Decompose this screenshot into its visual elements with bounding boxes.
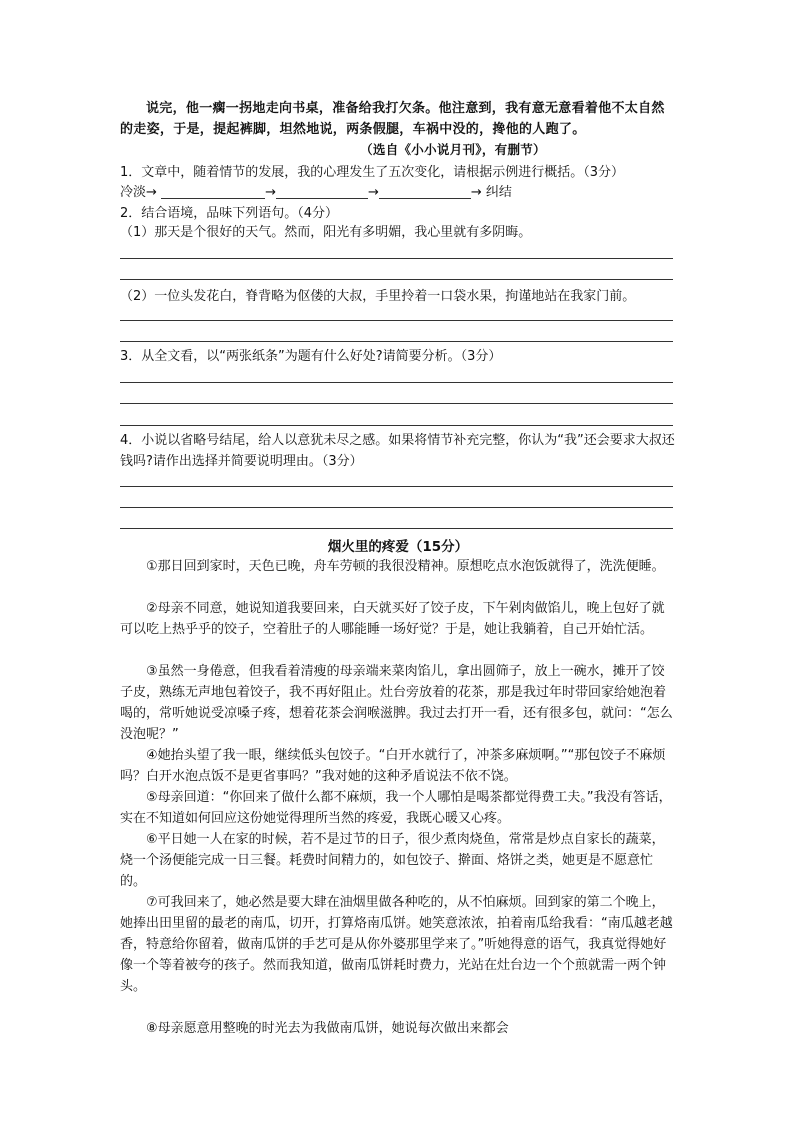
question-1: 1．文章中，随着情节的发展，我的心理发生了五次变化，请根据示例进行概括。（3分） xyxy=(120,165,625,180)
passage-title: 烟火里的疼爱（15分） xyxy=(327,539,469,555)
arrow-icon: → xyxy=(367,185,379,200)
answer-line[interactable] xyxy=(120,486,673,487)
answer-line[interactable] xyxy=(120,403,673,404)
question-2-sentence-1: （1）那天是个很好的天气。然而，阳光有多明媚，我心里就有多阴晦。 xyxy=(120,225,532,240)
passage-paragraph-7: ⑦可我回来了，她必然是要大肆在油烟里做各种吃的，从不怕麻烦。回到家的第二个晚上，她捧出田里留的最老的南瓜，切开，打算烙南瓜饼。她笑意浓浓，拍着南瓜给我看：“南瓜越老越香，特意给你留着，做南瓜饼的手艺可是从你外婆那里学来了。”听她得意的语气，我真觉得她好像一个等着被夸的孩子。然而我知道，做南瓜饼耗时费力，光站在灶台边一个个煎就需一两个钟头。 xyxy=(120,895,673,994)
q1-end-word: 纠结 xyxy=(485,185,512,200)
passage-paragraph-1: ①那日回到家时，天色已晚，舟车劳顿的我很没精神。原想吃点水泡饭就得了，洗洗便睡。 xyxy=(146,559,665,574)
q1-blank-3[interactable] xyxy=(379,184,471,199)
answer-line[interactable] xyxy=(120,528,673,529)
q1-start-word: 冷淡 xyxy=(120,185,147,200)
passage-paragraph-4: ④她抬头望了我一眼，继续低头包饺子。“白开水就行了，冲茶多麻烦啊。”“那包饺子不麻烦吗？白开水泡点饭不是更省事吗？”我对她的这种矛盾说法不依不饶。 xyxy=(120,748,666,784)
answer-line[interactable] xyxy=(120,425,673,426)
arrow-icon: → xyxy=(470,185,482,200)
passage-paragraph-2: ②母亲不同意，她说知道我要回来，白天就买好了饺子皮，下午剁肉做馅儿，晚上包好了就可以吃上热乎乎的饺子，空着肚子的人哪能睡一场好觉？于是，她让我躺着，自己开始忙活。 xyxy=(120,601,665,637)
answer-line[interactable] xyxy=(120,507,673,508)
question-4: 4．小说以省略号结尾，给人以意犹未尽之感。如果将情节补充完整，你认为“我”还会要求大叔还钱吗?请作出选择并简要说明理由。（3分） xyxy=(120,433,675,469)
answer-line[interactable] xyxy=(120,341,673,342)
question-2: 2．结合语境，品味下列语句。（4分） xyxy=(120,206,339,221)
question-1-answer-row xyxy=(120,182,676,203)
q1-blank-2[interactable] xyxy=(276,184,368,199)
q1-blank-1[interactable] xyxy=(161,184,265,199)
passage-paragraph-8: ⑧母亲愿意用整晚的时光去为我做南瓜饼，她说每次做出来都会 xyxy=(146,1021,509,1036)
answer-line[interactable] xyxy=(120,258,673,259)
arrow-icon: → xyxy=(265,185,276,200)
answer-line[interactable] xyxy=(120,279,673,280)
story-ending-paragraph: 说完，他一瘸一拐地走向书桌，准备给我打欠条。他注意到，我有意无意看着他不太自然的走姿，于是，提起裤脚，坦然地说，两条假腿，车祸中没的，搀他的人跑了。 xyxy=(120,101,665,137)
answer-line[interactable] xyxy=(120,382,673,383)
passage-paragraph-3: ③虽然一身倦意，但我看着清瘦的母亲端来菜肉馅儿，拿出圆筛子，放上一碗水，摊开了饺子皮，熟练无声地包着饺子，我不再好阻止。灶台旁放着的花茶，那是我过年时带回家给她泡着喝的，常听她说受凉嗓子疼，想着花茶会润喉滋脾。我过去打开一看，还有很多包，就问：“怎么没泡呢？” xyxy=(120,664,673,742)
passage-paragraph-5: ⑤母亲回道：“你回来了做什么都不麻烦，我一个人哪怕是喝茶都觉得费工夫。”我没有答话，实在不知道如何回应这份她觉得理所当然的疼爱，我既心暖又心疼。 xyxy=(120,790,672,826)
passage-paragraph-6: ⑥平日她一人在家的时候，若不是过节的日子，很少煮肉烧鱼，常常是炒点自家长的蔬菜，烧一个汤便能完成一日三餐。耗费时间精力的，如包饺子、擀面、烙饼之类，她更是不愿意忙的。 xyxy=(120,832,665,889)
arrow-icon: → xyxy=(146,185,157,200)
answer-line[interactable] xyxy=(120,320,673,321)
source-note: （选自《小小说月刊》，有删节） xyxy=(360,142,546,157)
question-3: 3．从全文看，以“两张纸条”为题有什么好处?请简要分析。（3分） xyxy=(120,349,502,364)
question-2-sentence-2: （2）一位头发花白，脊背略为伛偻的大叔，手里拎着一口袋水果，拘谨地站在我家门前。 xyxy=(120,289,636,304)
